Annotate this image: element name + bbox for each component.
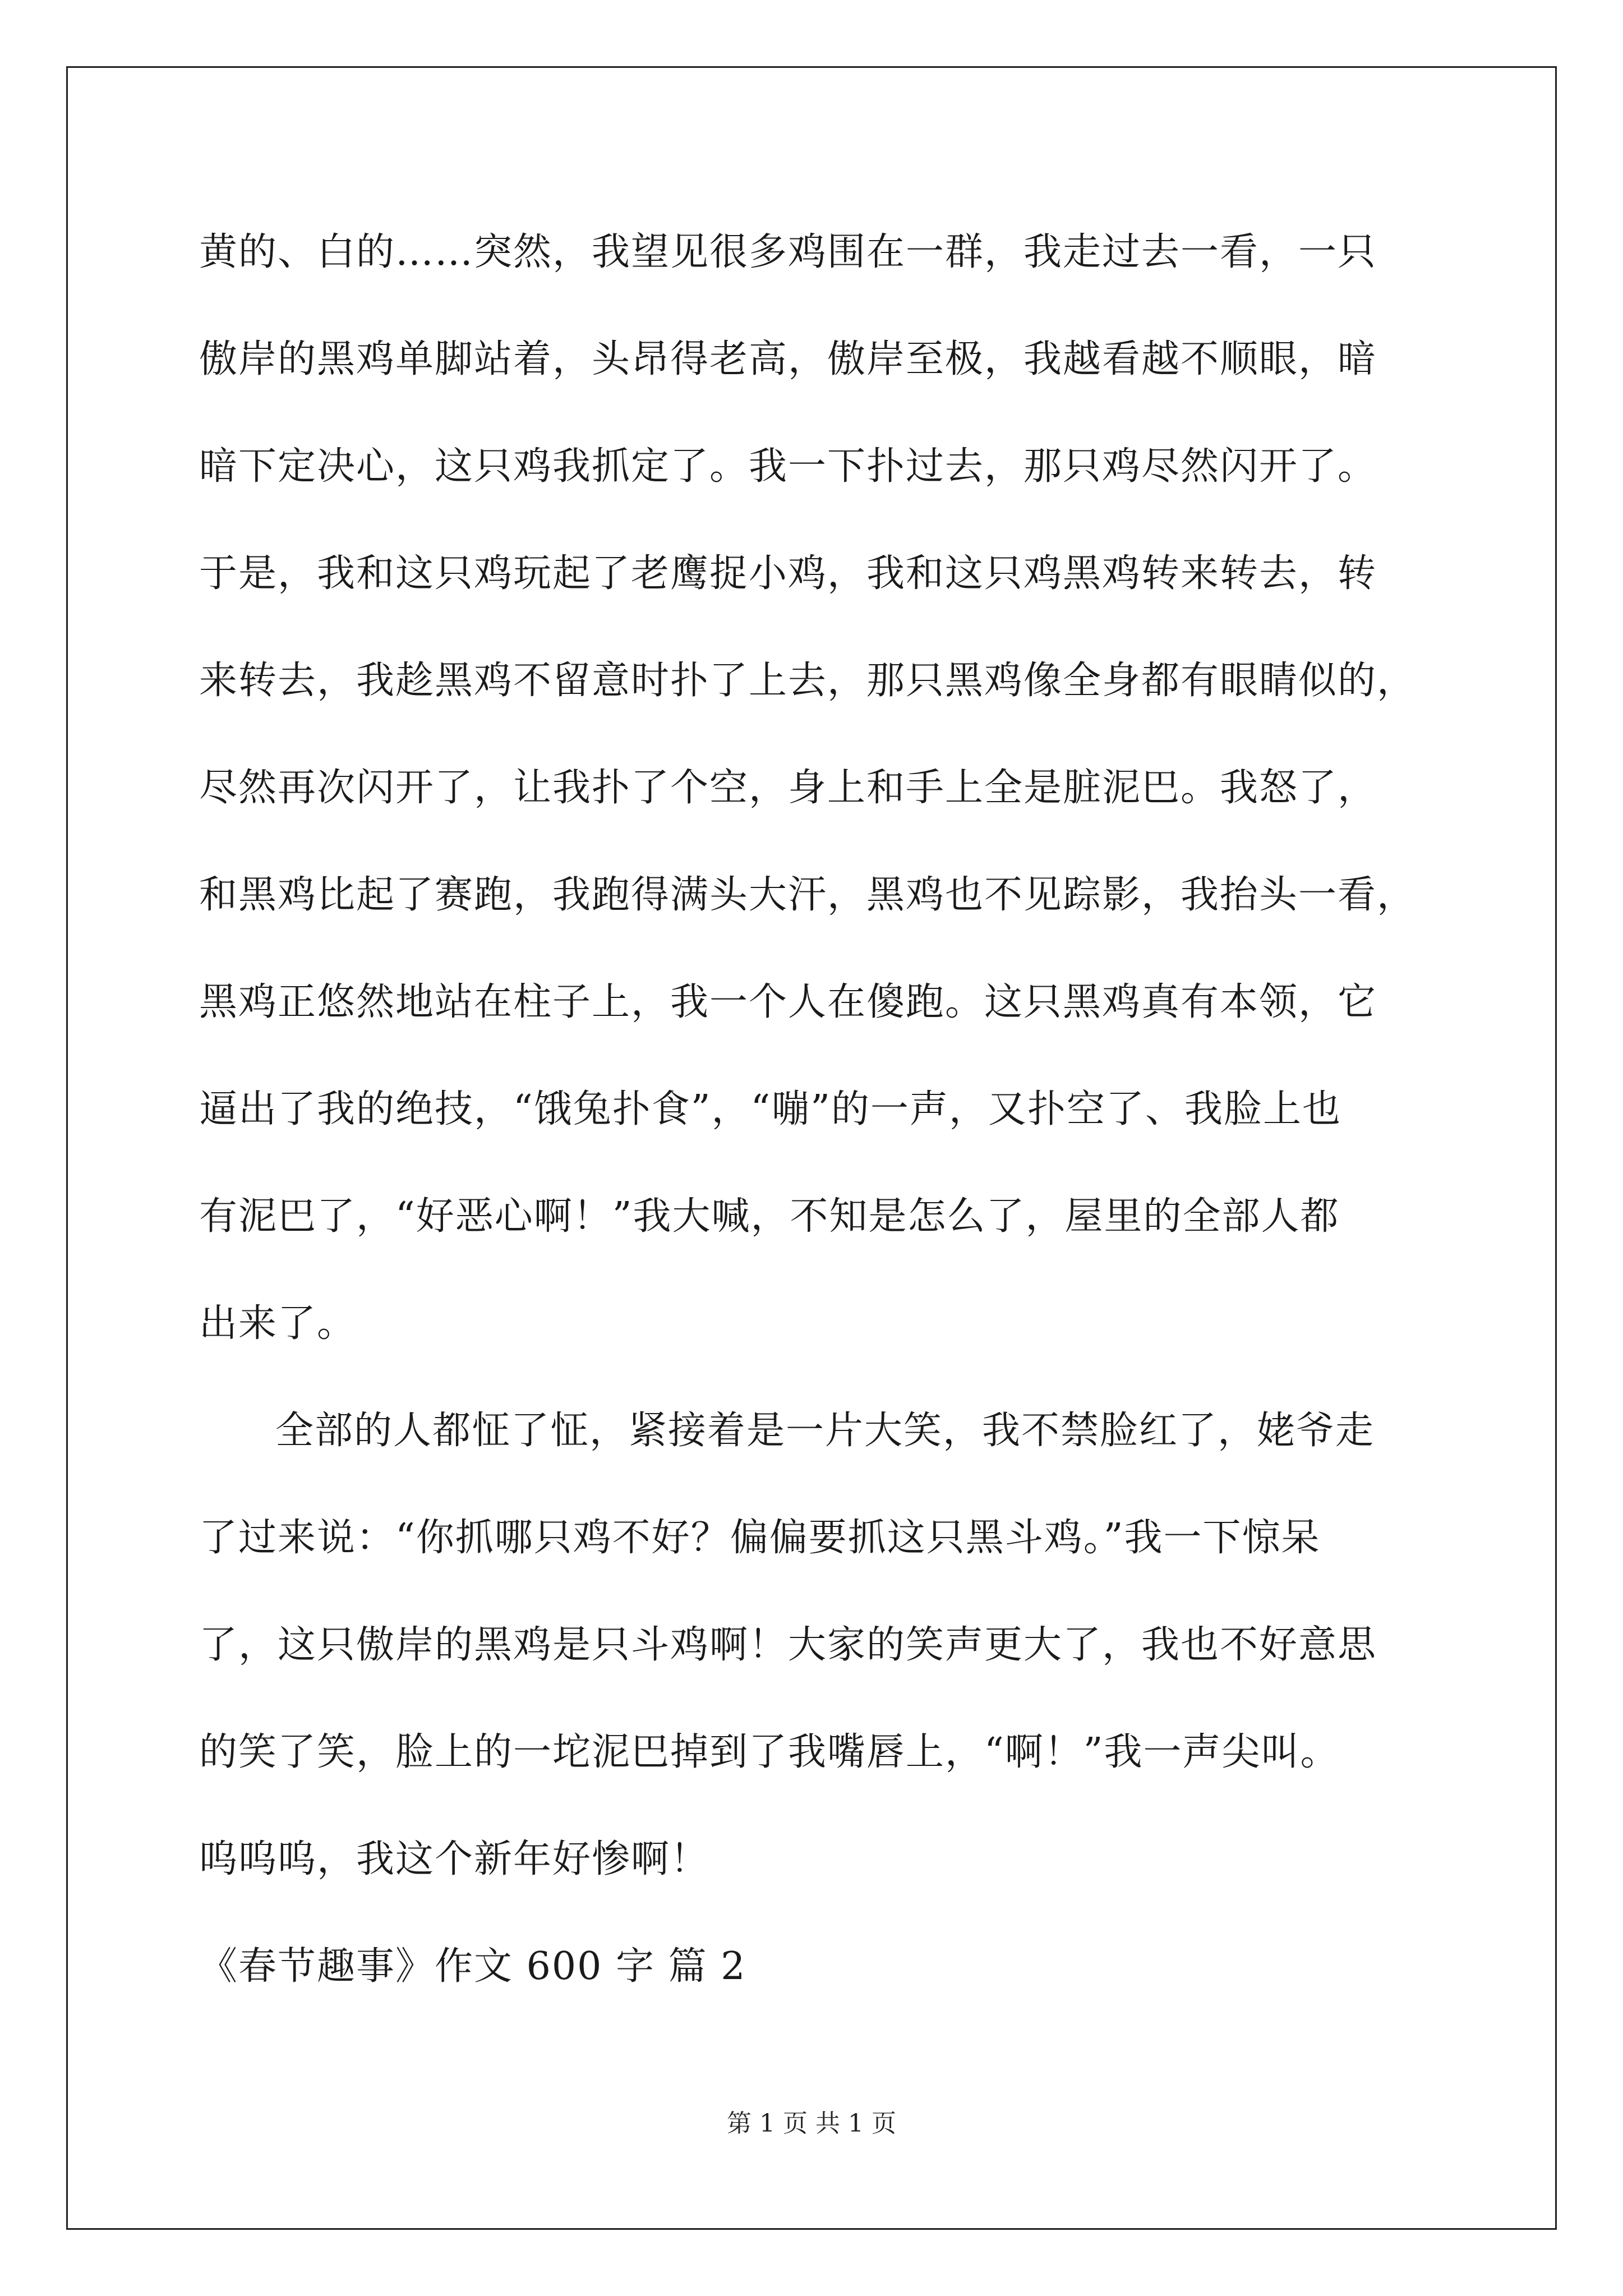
text-line: 的笑了笑，脸上的一坨泥巴掉到了我嘴唇上，“啊！”我一声尖叫。 bbox=[199, 1730, 1340, 1774]
text-line: 于是，我和这只鸡玩起了老鹰捉小鸡，我和这只鸡黑鸡转来转去，转 bbox=[199, 551, 1377, 596]
text-line: 黑鸡正悠然地站在柱子上，我一个人在傻跑。这只黑鸡真有本领，它 bbox=[199, 980, 1377, 1024]
text-line: 呜呜呜，我这个新年好惨啊！ bbox=[199, 1837, 710, 1881]
paragraph-start-line: 全部的人都怔了怔，紧接着是一片大笑，我不禁脸红了，姥爷走 bbox=[275, 1409, 1375, 1453]
text-line: 尽然再次闪开了，让我扑了个空，身上和手上全是脏泥巴。我怒了， bbox=[199, 766, 1377, 810]
text-line: 暗下定决心，这只鸡我抓定了。我一下扑过去，那只鸡尽然闪开了。 bbox=[199, 444, 1377, 489]
text-line: 有泥巴了，“好恶心啊！”我大喊，不知是怎么了，屋里的全部人都 bbox=[199, 1194, 1340, 1239]
text-line: 来转去，我趁黑鸡不留意时扑了上去，那只黑鸡像全身都有眼睛似的， bbox=[199, 659, 1417, 703]
section-heading: 《春节趣事》作文 600 字 篇 2 bbox=[199, 1944, 746, 1989]
text-line: 和黑鸡比起了赛跑，我跑得满头大汗，黑鸡也不见踪影，我抬头一看， bbox=[199, 873, 1417, 917]
text-line: 了，这只傲岸的黑鸡是只斗鸡啊！大家的笑声更大了，我也不好意思 bbox=[199, 1623, 1377, 1667]
text-line: 了过来说：“你抓哪只鸡不好？偏偏要抓这只黑斗鸡。”我一下惊呆 bbox=[199, 1516, 1321, 1560]
document-body bbox=[199, 224, 1467, 2046]
text-line: 出来了。 bbox=[199, 1301, 357, 1346]
text-line: 逼出了我的绝技，“饿兔扑食”，“嘣”的一声，又扑空了、我脸上也 bbox=[199, 1087, 1342, 1131]
text-line: 黄的、白的……突然，我望见很多鸡围在一群，我走过去一看，一只 bbox=[199, 230, 1377, 274]
text-line: 傲岸的黑鸡单脚站着，头昂得老高，傲岸至极，我越看越不顺眼，暗 bbox=[199, 337, 1377, 381]
page-footer: 第 1 页 共 1 页 bbox=[727, 2109, 896, 2138]
